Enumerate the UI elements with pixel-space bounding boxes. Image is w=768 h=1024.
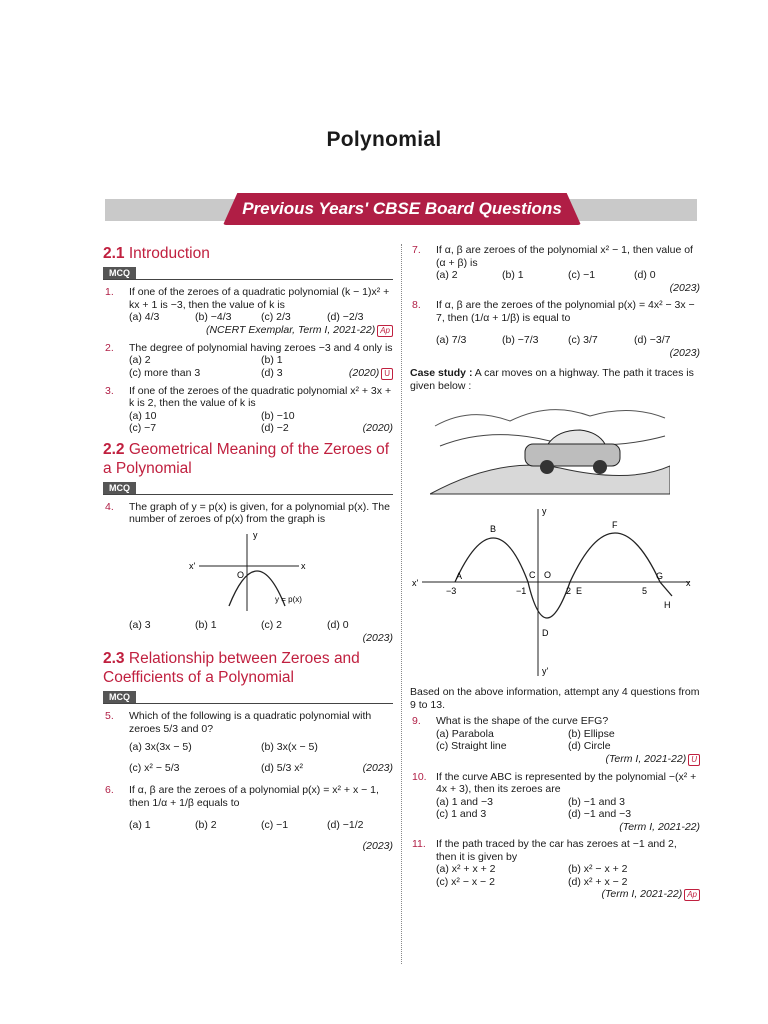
xprime-label: x' [412,577,419,588]
option-a: (a) Parabola [436,727,494,740]
u-badge: U [381,368,393,380]
mcq-tag: MCQ [103,691,136,703]
question-number: 6. [105,784,114,796]
option-d: (d) −2 (2020) [261,422,393,434]
question-2 [103,342,393,380]
option-c: (c) −7 [129,422,157,434]
options [129,741,393,774]
question-number: 11. [412,838,426,850]
tick-minus-3: −3 [446,585,457,596]
options [129,819,393,832]
question-text: If α, β are the zeroes of a polynomial p(x) = x² + x − 1, then 1/α + 1/β equals to [129,784,379,809]
option-c: (c) Straight line [436,740,507,752]
clouds [435,410,665,426]
question-text: What is the shape of the curve EFG? [436,715,609,727]
option-a: (a) 2 [129,354,151,366]
option-a: (a) 7/3 [436,334,467,346]
point-h: H [664,599,671,610]
section-heading-2-1 [103,244,393,263]
options [129,619,393,632]
option-a: (a) 10 [129,409,157,422]
option-d: (d) 0 [634,269,656,281]
option-c: (c) 2 [261,619,282,631]
question-text: Which of the following is a quadratic polynomial with zeroes 5/3 and 0? [129,710,372,735]
question-source: (Term I, 2021-22) [619,820,700,833]
curve-label: y = p(x) [275,594,302,604]
question-11 [410,838,700,901]
section-title: Geometrical Meaning of the Zeroes of a Polynomial [103,440,390,477]
options [436,269,700,282]
question-8 [410,299,700,359]
question-source: (2023) [362,631,393,644]
car-path-curve [455,533,672,618]
section-heading-2-3 [103,649,393,687]
option-b: (b) −10 [261,409,295,422]
question-number: 5. [105,710,114,722]
option-b: (b) 3x(x − 5) [261,741,318,753]
origin-label: O [237,569,245,580]
option-d: (d) −1 and −3 [568,808,632,820]
case-study-label: Case study : [410,367,473,379]
option-d: (d) 3 (2020) U [261,367,393,380]
tick-minus-1: −1 [516,585,527,596]
question-6 [103,784,393,852]
question-number: 7. [412,244,421,256]
options [129,311,393,324]
option-d: (d) 0 [327,619,349,631]
question-source: (NCERT Exemplar, Term I, 2021-22) Ap [129,324,393,337]
options [436,863,700,888]
question-1 [103,286,393,337]
option-d: (d) x² + x − 2 [568,875,628,888]
question-text: If one of the zeroes of the quadratic polynomial x² + 3x + k is 2, then the value of k is [129,384,392,409]
section-banner [105,193,697,227]
option-c: (c) 2/3 [261,311,291,323]
point-d: D [542,627,549,638]
point-c: C [529,569,536,580]
options [436,796,700,821]
question-text: If one of the zeroes of a quadratic polynomial (k − 1)x² + kx + 1 is −3, then the value of k is [129,286,390,311]
section-number: 2.2 [103,440,125,458]
option-b: (b) −4/3 [195,311,232,323]
options [436,728,700,753]
x-label: x [686,577,691,588]
section-number: 2.1 [103,245,125,262]
option-b: (b) Ellipse [568,727,615,740]
question-text: If α, β are the zeroes of the polynomial p(x) = 4x² − 3x − 7, then (1/α + 1/β) is equal to [436,299,695,324]
section-heading-2-2 [103,440,393,478]
point-g: G [656,570,664,581]
ap-badge: Ap [377,325,393,337]
section-title: Introduction [128,245,210,262]
tick-5: 5 [642,585,648,596]
point-f: F [612,519,618,530]
option-b: (b) x² − x + 2 [568,863,628,875]
option-b: (b) 1 [195,619,217,631]
ap-badge: Ap [684,889,700,901]
question-9 [410,715,700,766]
question-4 [103,501,393,645]
y-label: y [253,529,258,540]
point-b: B [490,523,497,534]
mcq-bar [103,482,393,495]
option-a: (a) x² + x + 2 [436,863,496,875]
option-d: (d) −1/2 [327,819,364,831]
question-number: 1. [105,286,114,298]
origin-label: O [544,569,552,580]
question-7 [410,244,700,294]
option-d: (d) −3/7 [634,334,671,346]
options [129,410,393,435]
left-column [103,244,393,857]
car-illustration [430,396,670,496]
question-source: (2023) [669,281,700,294]
x-label: x [301,560,306,571]
options [129,354,393,380]
question-text: If the curve ABC is represented by the polynomial −(x² + 4x + 3), then its zeroes are [436,770,697,795]
option-d: (d) −2/3 [327,311,364,323]
question-number: 9. [412,715,421,727]
question-number: 2. [105,341,114,354]
car-body [525,444,620,466]
option-c: (c) 1 and 3 [436,808,487,820]
car-roof [548,430,605,444]
column-divider [401,244,402,964]
option-b: (b) 1 [261,354,283,366]
mcq-bar [103,691,393,704]
question-number: 3. [105,384,114,397]
point-a: A [456,570,463,581]
point-e: E [576,585,583,596]
option-b: (b) −7/3 [502,334,539,346]
question-number: 10. [412,770,427,783]
right-column [410,244,700,906]
option-d: (d) Circle [568,740,611,752]
question-text: If α, β are zeroes of the polynomial x² − 1, then value of (α + β) is [436,244,693,269]
path-graph [410,504,700,679]
yprime-label: y' [542,665,549,676]
page-title: Polynomial [326,128,442,151]
tick-2: 2 [566,585,572,596]
question-source: (2023) [362,839,393,852]
question-text: The degree of polynomial having zeroes −3 and 4 only is [129,341,393,354]
car-wheel-front [540,460,554,474]
question-10 [410,771,700,834]
option-c: (c) −1 [568,269,596,281]
question-number: 8. [412,299,421,311]
option-a: (a) 4/3 [129,311,160,323]
case-study [410,367,700,392]
question-source: (2023) [669,346,700,359]
xprime-label: x' [189,560,196,571]
option-a: (a) 3x(3x − 5) [129,741,192,753]
question-text: If the path traced by the car has zeroes at −1 and 2, then it is given by [436,838,677,863]
mcq-tag: MCQ [103,267,136,279]
section-title: Relationship between Zeroes and Coefficients of a Polynomial [103,650,360,686]
question-source: (Term I, 2021-22) Ap [436,888,700,901]
section-number: 2.3 [103,650,125,667]
mcq-tag: MCQ [103,482,136,494]
option-c: (c) more than 3 [129,366,201,379]
question-text: The graph of y = p(x) is given, for a polynomial p(x). The number of zeroes of p(x) from the graph is [129,500,390,525]
question-5 [103,710,393,774]
car-wheel-rear [593,460,607,474]
option-c: (c) x² − x − 2 [436,875,495,888]
attempt-instructions: Based on the above information, attempt any 4 questions from 9 to 13. [410,686,700,711]
option-b: (b) 1 [502,269,524,281]
option-b: (b) 2 [195,819,217,831]
option-a: (a) 1 [129,819,151,831]
graph-q4 [129,526,393,616]
question-source: (Term I, 2021-22) U [436,753,700,766]
mcq-bar [103,267,393,280]
option-a: (a) 1 and −3 [436,795,493,808]
y-label: y [542,505,547,516]
option-a: (a) 3 [129,619,151,631]
option-c: (c) 3/7 [568,334,598,346]
case-study-text: A car moves on a highway. The path it traces is given below : [410,367,694,392]
option-b: (b) −1 and 3 [568,795,625,808]
option-c: (c) −1 [261,819,289,831]
banner-title: Previous Years' CBSE Board Questions [242,199,562,218]
question-3 [103,385,393,435]
u-badge: U [688,754,700,766]
question-number: 4. [105,500,114,513]
option-c: (c) x² − 5/3 [129,761,180,774]
option-a: (a) 2 [436,269,458,281]
option-d: (d) 5/3 x² (2023) [261,761,393,774]
options [436,334,700,347]
